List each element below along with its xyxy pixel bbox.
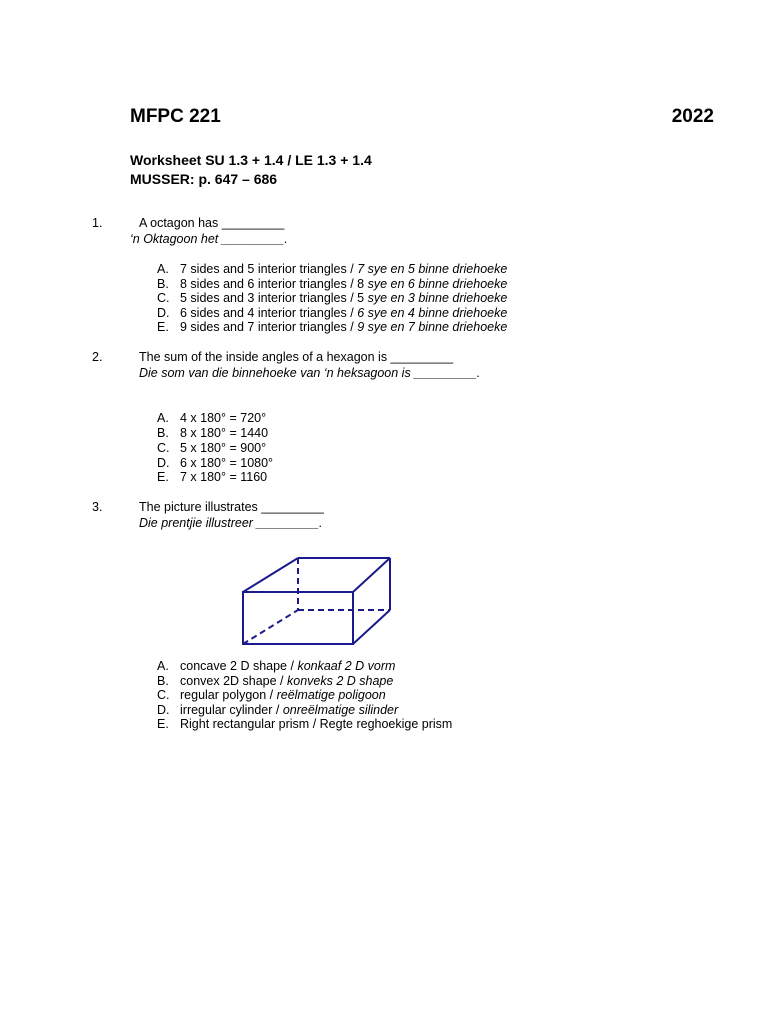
question-2-text-en: The sum of the inside angles of a hexagon is _________	[139, 350, 454, 364]
question-1-option-a: A. 7 sides and 5 interior triangles / 7 sye en 5 binne driehoeke	[157, 262, 508, 276]
question-3-option-c: C. regular polygon / reëlmatige poligoon	[157, 688, 386, 702]
question-1-en: A octagon has _________	[139, 216, 285, 230]
question-2-option-d: D. 6 x 180° = 1080°	[157, 456, 274, 470]
question-1-option-c: C. 5 sides and 3 interior triangles / 5 sye en 3 binne driehoeke	[157, 291, 508, 305]
prism-edge	[353, 558, 390, 592]
textbook-reference: MUSSER: p. 647 – 686	[130, 171, 278, 187]
course-code: MFPC 221	[130, 106, 221, 127]
question-1-option-e: E. 9 sides and 7 interior triangles / 9 sye en 7 binne driehoeke	[157, 320, 508, 334]
year: 2022	[671, 106, 714, 127]
question-3-text-en: The picture illustrates _________	[139, 500, 324, 514]
question-3-option-b: B. convex 2D shape / konveks 2 D shape	[157, 674, 394, 688]
question-1-option-d: D. 6 sides and 4 interior triangles / 6 sye en 4 binne driehoeke	[157, 306, 508, 320]
question-2-text-af: Die som van die binnehoeke van ‘n heksagoon is _________.	[139, 366, 481, 380]
question-3-option-d: D. irregular cylinder / onreëlmatige silinder	[157, 703, 399, 717]
question-2-number: 2.	[92, 350, 103, 364]
question-1-text-en	[139, 216, 284, 230]
question-2-option-e: E. 7 x 180° = 1160	[157, 470, 268, 484]
question-1-number: 1.	[92, 216, 103, 230]
question-3-text-af: Die prentjie illustreer _________.	[139, 516, 323, 530]
question-1-option-b: B. 8 sides and 6 interior triangles / 8 sye en 6 binne driehoeke	[157, 277, 508, 291]
worksheet-title: Worksheet SU 1.3 + 1.4 / LE 1.3 + 1.4	[130, 152, 372, 168]
question-3-number: 3.	[92, 500, 103, 514]
prism-drawing	[236, 553, 396, 649]
prism-edge	[353, 610, 390, 644]
question-2-option-b: B. 8 x 180° = 1440	[157, 426, 269, 440]
prism-edge	[243, 558, 298, 592]
rectangular-prism-figure	[236, 553, 396, 654]
prism-hidden-edge	[243, 610, 298, 644]
question-2-option-a: A. 4 x 180° = 720°	[157, 411, 267, 425]
question-3-option-e: E. Right rectangular prism / Regte reghoekige prism	[157, 717, 453, 731]
question-3-option-a: A. concave 2 D shape / konkaaf 2 D vorm	[157, 659, 396, 673]
question-1-text-af: ‘n Oktagoon het _________.	[130, 232, 288, 246]
question-2-option-c: C. 5 x 180° = 900°	[157, 441, 267, 455]
